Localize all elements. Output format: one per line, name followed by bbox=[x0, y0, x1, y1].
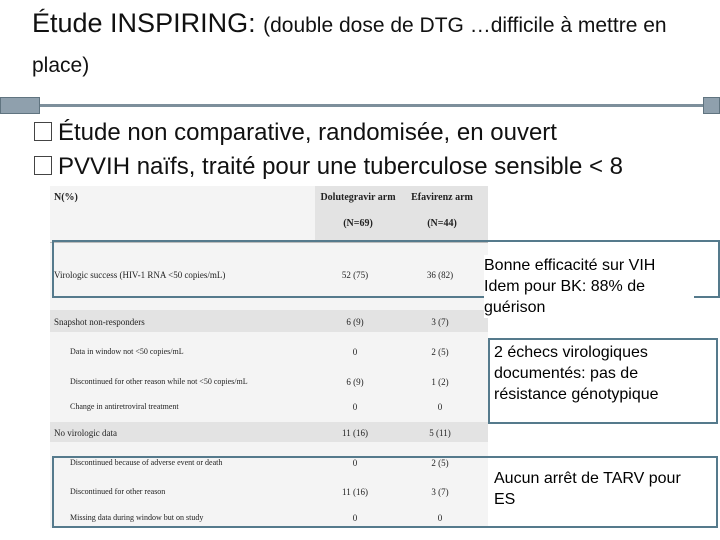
note-arrest: Aucun arrêt de TARV pour ES bbox=[494, 468, 704, 510]
header-col1-n: (N=69) bbox=[343, 218, 373, 229]
divider-line bbox=[40, 104, 703, 107]
results-table: N(%) Dolutegravir arm (N=69) Efavirenz arm (N=44) Virologic success (HIV-1 RNA <50 copies/mL) 52 (75) 36 (82) Snapshot non-responders 6 (9) 3 (7) Data in window not <50 copies/mL 0 2 (5) Discontinued for other reason while not <50 copies/mL 6 (9) 1 (2) Change in antiretroviral treatment 0 0 No virologic data 11 (16) 5 (11) Discontinued because of adverse event or death 0 2 (5) Discontinued for other reason 11 (16) 3 (7) Missing data during window but on study 0 0 bbox=[50, 186, 488, 528]
header-col2-n: (N=44) bbox=[427, 218, 457, 229]
bullet-item: Étude non comparative, randomisée, en ouvert bbox=[34, 118, 557, 148]
divider-right-block bbox=[703, 97, 720, 114]
checkbox-bullet-icon bbox=[34, 156, 52, 175]
slide-title bbox=[32, 4, 720, 87]
divider-left-block bbox=[0, 97, 40, 114]
divider-bar bbox=[0, 97, 720, 114]
note-failures: 2 échecs virologiques documentés: pas de résistance génotypique bbox=[494, 342, 704, 405]
title-paren: (double dose de DTG …difficile à mettre en place) bbox=[32, 14, 667, 77]
checkbox-bullet-icon bbox=[34, 122, 52, 141]
header-col1: Dolutegravir arm bbox=[320, 192, 396, 203]
note-efficacy: Bonne efficacité sur VIH Idem pour BK: 88% de guérison bbox=[484, 255, 694, 318]
bullet-item: PVVIH naïfs, traité pour une tuberculose sensible < 8 bbox=[34, 152, 623, 182]
header-col0: N(%) bbox=[54, 192, 78, 203]
title-main: Étude INSPIRING: bbox=[32, 8, 264, 38]
header-col2: Efavirenz arm bbox=[411, 192, 473, 203]
